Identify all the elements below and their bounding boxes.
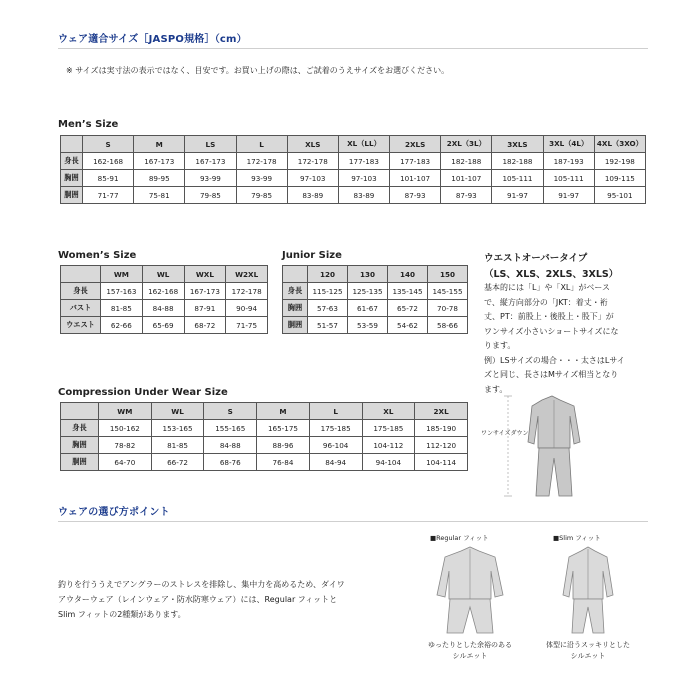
table-cell: 83-89 (287, 187, 338, 204)
table-cell: 115-125 (308, 283, 348, 300)
size-column-header: WXL (184, 266, 226, 283)
table-cell: 87-93 (390, 187, 441, 204)
table-cell: 91-97 (543, 187, 594, 204)
table-cell: 78-82 (99, 437, 152, 454)
table-cell: 172-178 (236, 153, 287, 170)
size-column-header: XL（LL） (338, 136, 389, 153)
section-heading-choose: ウェアの選び方ポイント (58, 507, 170, 518)
table-cell: 182-188 (441, 153, 492, 170)
table-cell: 90-94 (226, 300, 268, 317)
table-cell: 91-97 (492, 187, 543, 204)
size-column-header: WM (101, 266, 143, 283)
table-row (61, 420, 468, 437)
table-cell: 68-72 (184, 317, 226, 334)
table-cell: 172-178 (287, 153, 338, 170)
table-cell: 57-63 (308, 300, 348, 317)
regular-caption-line: ゆったりとした余裕のある (428, 641, 512, 649)
junior-size-title: Junior Size (282, 250, 342, 261)
waist-over-suit-illustration (482, 392, 612, 500)
waist-over-title: ウエストオーバータイプ (484, 253, 588, 264)
regular-caption-line: シルエット (452, 652, 488, 660)
table-cell: 71-75 (226, 317, 268, 334)
waist-over-line: 基本的には「L」や「XL」がベース (484, 283, 610, 292)
table-cell: 87-91 (184, 300, 226, 317)
table-cell: 165-175 (257, 420, 310, 437)
table-cell: 51-57 (308, 317, 348, 334)
table-cell: 192-198 (594, 153, 645, 170)
size-column-header: WM (99, 403, 152, 420)
table-cell: 84-88 (142, 300, 184, 317)
table-cell: 175-185 (309, 420, 362, 437)
table-cell: 66-72 (151, 454, 204, 471)
table-corner (61, 136, 83, 153)
choose-line: Slim フィットの2種類があります。 (58, 610, 186, 619)
size-column-header: L (309, 403, 362, 420)
table-cell: 61-67 (348, 300, 388, 317)
table-cell: 65-72 (388, 300, 428, 317)
row-header: 身長 (61, 153, 83, 170)
size-column-header: 150 (428, 266, 468, 283)
table-cell: 93-99 (236, 170, 287, 187)
waist-over-line: ます。 (484, 384, 508, 394)
table-corner (61, 403, 99, 420)
table-cell: 135-145 (388, 283, 428, 300)
divider (58, 48, 648, 49)
row-header: 胴囲 (283, 317, 308, 334)
table-cell: 167-173 (134, 153, 185, 170)
table-cell: 95-101 (594, 187, 645, 204)
table-cell: 177-183 (338, 153, 389, 170)
table-cell: 112-120 (415, 437, 468, 454)
divider (58, 521, 648, 522)
table-cell: 71-77 (83, 187, 134, 204)
choose-line: アウターウェア（レインウェア・防水防寒ウェア）には、Regular フィットと (58, 595, 338, 604)
regular-fit-suit-illustration (425, 545, 515, 635)
slim-caption-line: シルエット (570, 652, 606, 660)
table-cell: 62-66 (101, 317, 143, 334)
table-cell: 177-183 (390, 153, 441, 170)
table-cell: 85-91 (83, 170, 134, 187)
table-cell: 81-85 (151, 437, 204, 454)
row-header: 胸囲 (283, 300, 308, 317)
table-row (283, 300, 468, 317)
size-column-header: 120 (308, 266, 348, 283)
table-corner (283, 266, 308, 283)
waist-over-subtitle: （LS、XLS、2XLS、3XLS） (484, 269, 619, 280)
table-row (283, 283, 468, 300)
row-header: バスト (61, 300, 101, 317)
table-cell: 76-84 (257, 454, 310, 471)
table-cell: 150-162 (99, 420, 152, 437)
waist-over-line: 例）LSサイズの場合・・・太さはLサイ (484, 355, 625, 365)
row-header: 胴囲 (61, 187, 83, 204)
size-column-header: 3XLS (492, 136, 543, 153)
row-header: ウエスト (61, 317, 101, 334)
womens-size-table (60, 265, 268, 334)
slim-fit-caption (528, 640, 648, 662)
table-row (61, 300, 268, 317)
size-column-header: WL (142, 266, 184, 283)
table-cell: 167-173 (184, 283, 226, 300)
waist-over-line: ズと同じ、長さはMサイズ相当となり (484, 370, 619, 379)
table-cell: 75-81 (134, 187, 185, 204)
size-column-header: WL (151, 403, 204, 420)
table-cell: 167-173 (185, 153, 236, 170)
table-cell: 93-99 (185, 170, 236, 187)
size-column-header: L (236, 136, 287, 153)
table-cell: 65-69 (142, 317, 184, 334)
table-cell: 172-178 (226, 283, 268, 300)
size-column-header: M (134, 136, 185, 153)
row-header: 胸囲 (61, 170, 83, 187)
waist-over-description (484, 281, 684, 397)
table-cell: 101-107 (441, 170, 492, 187)
section-heading-size: ウェア適合サイズ［JASPO規格］（cm） (58, 34, 247, 45)
compression-size-title: Compression Under Wear Size (58, 387, 228, 398)
table-cell: 145-155 (428, 283, 468, 300)
table-row (61, 283, 268, 300)
slim-fit-suit-illustration (543, 545, 633, 635)
table-cell: 187-193 (543, 153, 594, 170)
size-column-header: 130 (348, 266, 388, 283)
table-cell: 105-111 (543, 170, 594, 187)
table-row (61, 170, 646, 187)
table-cell: 96-104 (309, 437, 362, 454)
table-cell: 79-85 (236, 187, 287, 204)
choose-description (58, 577, 428, 622)
table-cell: 84-94 (309, 454, 362, 471)
table-row (283, 317, 468, 334)
size-column-header: 3XL（4L） (543, 136, 594, 153)
slim-fit-label: ■Slim フィット (553, 534, 601, 542)
table-cell: 101-107 (390, 170, 441, 187)
table-cell: 81-85 (101, 300, 143, 317)
size-column-header: 2XLS (390, 136, 441, 153)
table-cell: 89-95 (134, 170, 185, 187)
table-row (61, 437, 468, 454)
table-cell: 162-168 (142, 283, 184, 300)
table-cell: 68-76 (204, 454, 257, 471)
mens-size-title: Men’s Size (58, 119, 119, 130)
table-cell: 109-115 (594, 170, 645, 187)
compression-size-table (60, 402, 468, 471)
size-column-header: XLS (287, 136, 338, 153)
table-cell: 182-188 (492, 153, 543, 170)
table-cell: 64-70 (99, 454, 152, 471)
table-cell: 88-96 (257, 437, 310, 454)
table-cell: 94-104 (362, 454, 415, 471)
table-row (61, 454, 468, 471)
row-header: 胴囲 (61, 454, 99, 471)
table-cell: 79-85 (185, 187, 236, 204)
womens-size-title: Women’s Size (58, 250, 137, 261)
size-column-header: W2XL (226, 266, 268, 283)
row-header: 胸囲 (61, 437, 99, 454)
size-column-header: S (83, 136, 134, 153)
waist-over-line: 丈、PT：前股上・後股上・股下」が (484, 312, 614, 321)
one-size-down-label: ワンサイズダウン (481, 430, 529, 437)
regular-fit-caption (410, 640, 530, 662)
table-cell: 58-66 (428, 317, 468, 334)
junior-size-table (282, 265, 468, 334)
size-column-header: M (257, 403, 310, 420)
table-row (61, 317, 268, 334)
table-cell: 104-112 (362, 437, 415, 454)
table-cell: 105-111 (492, 170, 543, 187)
regular-fit-label: ■Regular フィット (430, 534, 489, 542)
table-cell: 125-135 (348, 283, 388, 300)
size-column-header: 140 (388, 266, 428, 283)
table-cell: 157-163 (101, 283, 143, 300)
table-cell: 153-165 (151, 420, 204, 437)
waist-over-line: で、縦方向部分の「JKT：着丈・裄 (484, 297, 608, 307)
size-column-header: 2XL（3L） (441, 136, 492, 153)
table-cell: 97-103 (287, 170, 338, 187)
table-cell: 87-93 (441, 187, 492, 204)
table-cell: 155-165 (204, 420, 257, 437)
table-cell: 83-89 (338, 187, 389, 204)
size-column-header: LS (185, 136, 236, 153)
table-cell: 185-190 (415, 420, 468, 437)
table-cell: 54-62 (388, 317, 428, 334)
table-cell: 162-168 (83, 153, 134, 170)
size-column-header: 2XL (415, 403, 468, 420)
size-note: ※ サイズは実寸法の表示ではなく、目安です。お買い上げの際は、ご試着のうえサイズをお選びください。 (66, 66, 450, 75)
size-column-header: 4XL（3XO） (594, 136, 645, 153)
table-cell: 84-88 (204, 437, 257, 454)
table-cell: 70-78 (428, 300, 468, 317)
size-column-header: XL (362, 403, 415, 420)
waist-over-line: ワンサイズ小さいショートサイズにな (484, 326, 619, 336)
table-cell: 97-103 (338, 170, 389, 187)
table-row (61, 187, 646, 204)
table-row (61, 153, 646, 170)
row-header: 身長 (283, 283, 308, 300)
choose-line: 釣りを行ううえでアングラーのストレスを排除し、集中力を高めるため、ダイワ (58, 580, 345, 589)
row-header: 身長 (61, 283, 101, 300)
slim-caption-line: 体型に沿うスッキリとした (546, 641, 630, 649)
table-cell: 53-59 (348, 317, 388, 334)
table-cell: 104-114 (415, 454, 468, 471)
row-header: 身長 (61, 420, 99, 437)
waist-over-line: ります。 (484, 341, 516, 350)
mens-size-table (60, 135, 646, 204)
table-cell: 175-185 (362, 420, 415, 437)
table-corner (61, 266, 101, 283)
size-column-header: S (204, 403, 257, 420)
